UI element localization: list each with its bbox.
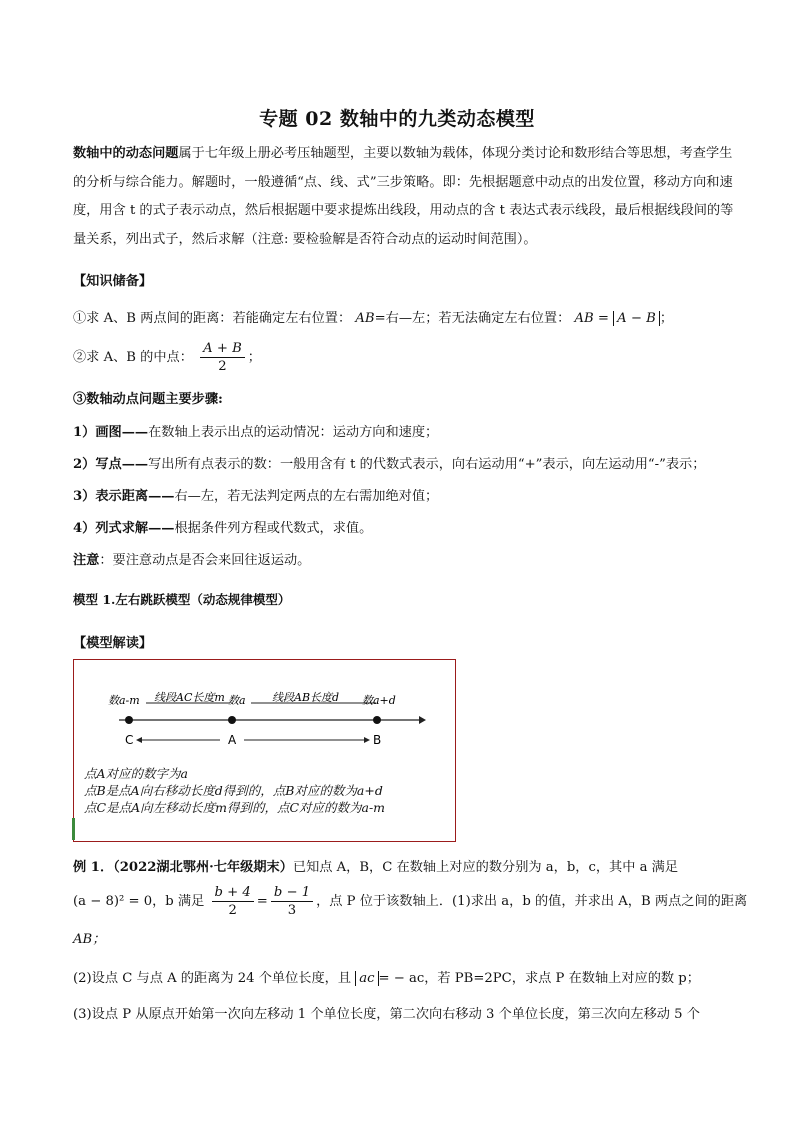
step-1-label: 1）画图—— [73, 425, 149, 440]
fraction-2-denominator: 3 [287, 903, 297, 918]
example-abs-ac: ac [355, 971, 378, 986]
knowledge-header: 【知识储备】 [73, 274, 153, 289]
step-2 [73, 453, 705, 472]
k2-suffix: ； [247, 350, 261, 365]
example-line-1 [73, 856, 678, 875]
model-header: 【模型解读】 [73, 636, 153, 651]
step-3-label: 3）表示距离—— [73, 489, 175, 504]
k2-numerator: A + B [200, 340, 245, 358]
note-text: ：要注意动点是否会来回往返运动。 [99, 553, 311, 568]
k2-fraction [200, 340, 245, 375]
step-1-text: 在数轴上表示出点的运动情况：运动方向和速度； [148, 425, 439, 440]
knowledge-item-1 [73, 307, 673, 326]
note-label: 注意 [73, 553, 100, 568]
label-segment-ac: 线段AC长度m [154, 691, 225, 704]
point-a-label: A [228, 733, 237, 747]
k1-prefix: ①求 A、B 两点间的距离：若能确定左右位置： [73, 311, 352, 326]
label-a: 数a [228, 694, 246, 707]
label-a-plus-d: 数a+d [362, 694, 396, 707]
example-equals: = [256, 894, 268, 909]
example-line-4a: (2)设点 C 与点 A 的距离为 24 个单位长度，且 [73, 971, 352, 986]
example-fraction-2 [271, 884, 313, 919]
fraction-2-numerator: b − 1 [271, 884, 313, 902]
step-3 [73, 485, 438, 504]
step-4 [73, 517, 372, 536]
diagram-note-1: 点A对应的数字为a [84, 766, 188, 781]
example-line-4b: = − ac，若 PB=2PC，求点 P 在数轴上对应的数 p； [378, 971, 700, 986]
label-a-minus-m: 数a-m [108, 694, 140, 707]
page-title: 专题 02 数轴中的九类动态模型 [259, 108, 535, 130]
intro-lead: 数轴中的动态问题 [73, 146, 179, 161]
example-line-1-text: 已知点 A，B，C 在数轴上对应的数分别为 a，b，c，其中 a 满足 [292, 860, 679, 875]
example-line-3: AB； [73, 932, 106, 947]
example-line-2-rest: ，点 P 位于该数轴上．(1)求出 a，b 的值，并求出 A，B 两点之间的距离 [316, 894, 748, 909]
intro-text: 属于七年级上册必考压轴题型，主要以数轴为载体，体现分类讨论和数形结合等思想，考查学生的分析与综合能力。解题时，一般遵循“点、线、式”三步策略。即：先根据题意中动点的出发位置，移动方向和速度，用含 t 的式子表示动点，然后根据题中要求提炼出线段，用动点的含 t 表达式表示线段，最后根据线段间的等量关系，列出式子，然后求解（注意: 要检验解是否符合动点的运动时间范围）。 [73, 146, 734, 247]
knowledge-item-3: ③数轴动点问题主要步骤: [73, 392, 223, 407]
diagram-note-2: 点B是点A向右移动长度d得到的，点B对应的数为a+d [84, 783, 383, 798]
model-1-heading: 模型 1.左右跳跃模型（动态规律模型） [73, 592, 291, 607]
step-3-text: 右—左，若无法判定两点的左右需加绝对值； [174, 489, 439, 504]
k1-formula2-abs: A − B [613, 311, 660, 326]
point-c-dot [125, 716, 133, 724]
axis-arrow-icon [419, 716, 426, 724]
step-2-text: 写出所有点表示的数：一般用含有 t 的代数式表示，向右运动用“+”表示，向左运动用“-”表示； [148, 457, 706, 472]
k1-suffix: ； [659, 311, 673, 326]
step-4-text: 根据条件列方程或代数式，求值。 [174, 521, 373, 536]
example-line-2 [73, 884, 747, 919]
label-segment-ab: 线段AB长度d [272, 691, 340, 704]
point-b-label: B [373, 733, 382, 747]
example-line-5: (3)设点 P 从原点开始第一次向左移动 1 个单位长度，第二次向右移动 3 个单位长度，第三次向左移动 5 个 [73, 1007, 700, 1022]
arrow-left-icon [136, 737, 142, 743]
k2-denominator: 2 [218, 359, 227, 374]
number-line-svg [74, 660, 454, 760]
point-a-dot [228, 716, 236, 724]
step-1 [73, 421, 438, 440]
example-fraction-1 [212, 884, 254, 919]
example-label: 例 1．（2022湖北鄂州·七年级期末） [73, 860, 293, 875]
intro-paragraph [73, 140, 743, 254]
point-c-label: C [125, 733, 134, 747]
fraction-1-numerator: b + 4 [212, 884, 254, 902]
note-line [73, 549, 310, 568]
number-line-diagram [73, 659, 456, 842]
point-b-dot [373, 716, 381, 724]
step-2-label: 2）写点—— [73, 457, 149, 472]
knowledge-item-2 [73, 340, 261, 375]
k1-formula1-rest: =右—左；若无法确定左右位置： [374, 311, 571, 326]
arrow-right-icon [364, 737, 370, 743]
example-line-4 [73, 967, 700, 986]
example-line-2a: (a − 8)² = 0，b 满足 [73, 894, 205, 909]
k1-formula1: AB [355, 311, 375, 326]
diagram-note-3: 点C是点A向左移动长度m得到的，点C对应的数为a-m [84, 800, 386, 815]
k1-formula2-lhs: AB = [574, 311, 609, 326]
step-4-label: 4）列式求解—— [73, 521, 175, 536]
k2-prefix: ②求 A、B 的中点： [73, 350, 193, 365]
fraction-1-denominator: 2 [228, 903, 237, 918]
diagram-margin-mark [72, 818, 75, 840]
